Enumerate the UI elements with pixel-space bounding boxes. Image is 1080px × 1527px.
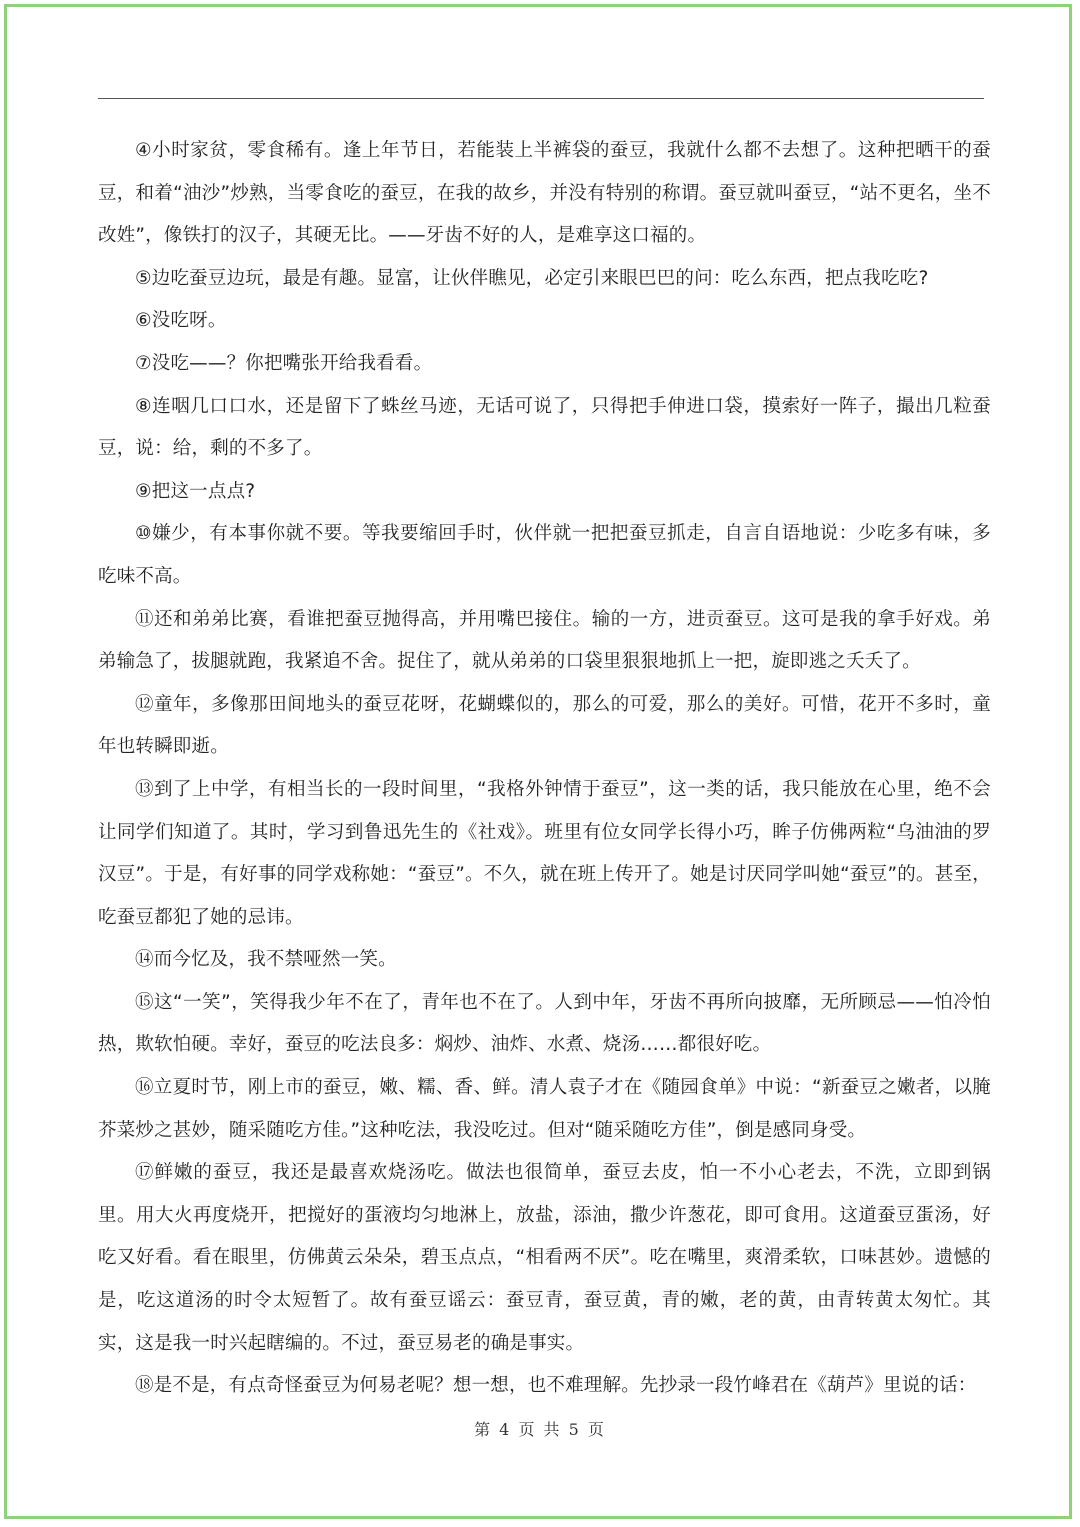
paragraph-4: ④小时家贫，零食稀有。逢上年节日，若能装上半裤袋的蚕豆，我就什么都不去想了。这种把晒干的蚕豆，和着“油沙”炒熟，当零食吃的蚕豆，在我的故乡，并没有特别的称谓。蚕豆就叫蚕豆，“站不更名，坐不改姓”，像铁打的汉子，其硬无比。——牙齿不好的人，是难享这口福的。 (98, 140, 991, 247)
paragraph-18: ⑱是不是，有点奇怪蚕豆为何易老呢？想一想，也不难理解。先抄录一段竹峰君在《葫芦》里说的话： (135, 1375, 977, 1397)
paragraph-16: ⑯立夏时节，刚上市的蚕豆，嫩、糯、香、鲜。清人袁子才在《随园食单》中说：“新蚕豆之嫩者，以腌芥菜炒之甚妙，随采随吃方佳。”这种吃法，我没吃过。但对“随采随吃方佳”，倒是感同身受。 (98, 1077, 991, 1141)
header-rule (98, 98, 984, 99)
paragraph-15: ⑮这“一笑”，笑得我少年不在了，青年也不在了。人到中年，牙齿不再所向披靡，无所顾忌——怕冷怕热，欺软怕硬。幸好，蚕豆的吃法良多：焖炒、油炸、水煮、烧汤……都很好吃。 (98, 991, 991, 1056)
paragraph-6: ⑥没吃呀。 (135, 310, 227, 332)
paragraph-13: ⑬到了上中学，有相当长的一段时间里，“我格外钟情于蚕豆”，这一类的话，我只能放在心里，绝不会让同学们知道了。其时，学习到鲁迅先生的《社戏》。班里有位女同学长得小巧，眸子仿佛两粒“乌油油的罗汉豆”。于是，有好事的同学戏称她：“蚕豆”。不久，就在班上传开了。她是讨厌同学叫她“蚕豆”的。甚至，吃蚕豆都犯了她的忌讳。 (98, 778, 991, 928)
document-body (98, 130, 991, 1408)
paragraph-8: ⑧连咽几口口水，还是留下了蛛丝马迹，无话可说了，只得把手伸进口袋，摸索好一阵子，撮出几粒蚕豆，说：给，剩的不多了。 (98, 395, 991, 460)
paragraph-14: ⑭而今忆及，我不禁哑然一笑。 (135, 949, 397, 971)
paragraph-7: ⑦没吃——？你把嘴张开给我看看。 (135, 352, 433, 374)
paragraph-10: ⑩嫌少，有本事你就不要。等我要缩回手时，伙伴就一把把蚕豆抓走，自言自语地说：少吃多有味，多吃味不高。 (98, 523, 991, 587)
paragraph-9: ⑨把这一点点? (135, 480, 256, 502)
page-number-footer: 第 4 页 共 5 页 (474, 1420, 606, 1439)
paragraph-11: ⑪还和弟弟比赛，看谁把蚕豆抛得高，并用嘴巴接住。输的一方，进贡蚕豆。这可是我的拿手好戏。弟弟输急了，拔腿就跑，我紧追不舍。捉住了，就从弟弟的口袋里狠狠地抓上一把，旋即逃之夭夭了。 (98, 608, 991, 673)
paragraph-5: ⑤边吃蚕豆边玩，最是有趣。显富，让伙伴瞧见，必定引来眼巴巴的问：吃么东西，把点我吃吃? (135, 267, 929, 289)
paragraph-17: ⑰鲜嫩的蚕豆，我还是最喜欢烧汤吃。做法也很简单，蚕豆去皮，怕一不小心老去，不洗，立即到锅里。用大火再度烧开，把搅好的蛋液均匀地淋上，放盐，添油，撒少许葱花，即可食用。这道蚕豆蛋汤，好吃又好看。看在眼里，仿佛黄云朵朵，碧玉点点，“相看两不厌”。吃在嘴里，爽滑柔软，口味甚妙。遗憾的是，吃这道汤的时令太短暂了。故有蚕豆谣云：蚕豆青，蚕豆黄，青的嫩，老的黄，由青转黄太匆忙。其实，这是我一时兴起瞎编的。不过，蚕豆易老的确是事实。 (98, 1162, 991, 1354)
paragraph-12: ⑫童年，多像那田间地头的蚕豆花呀，花蝴蝶似的，那么的可爱，那么的美好。可惜，花开不多时，童年也转瞬即逝。 (98, 693, 991, 758)
